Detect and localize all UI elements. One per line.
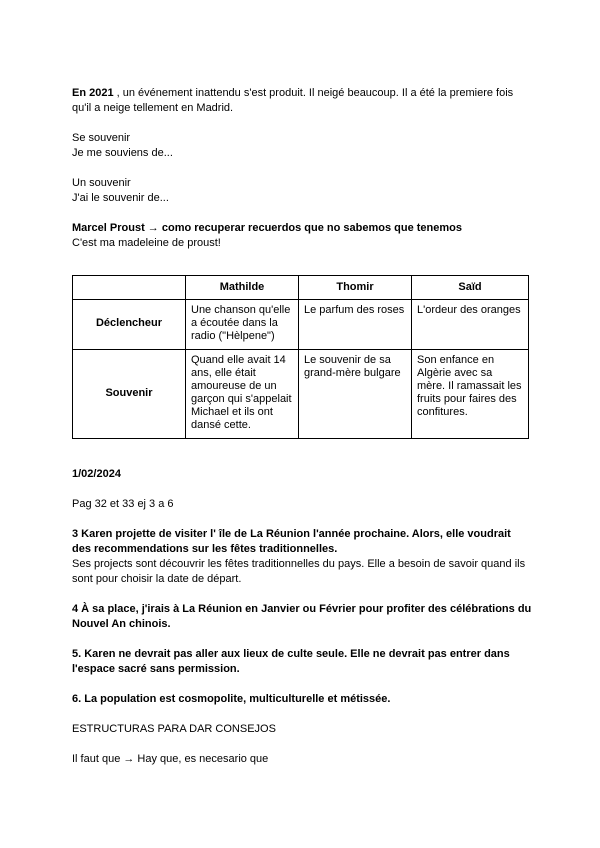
vocab-verb-example: Je me souviens de... [72,147,173,159]
intro-year: En 2021 [72,87,114,99]
session-pages: Pag 32 et 33 ej 3 a 6 [72,498,174,510]
exercise-5-answer: 5. Karen ne devrait pas aller aux lieux de culte seule. Elle ne devrait pas entrer dans l'espace sacré sans permission. [72,648,510,675]
memory-triggers-table [72,275,529,439]
table-row-label: Déclencheur [73,300,186,350]
vocab-noun-line: Un souvenir [72,177,131,189]
table-header-row [73,276,529,300]
table-cell: Son enfance en Algèrie avec sa mère. Il ramassait les fruits pour faires des confitures. [412,350,529,439]
table-row-label: Souvenir [73,350,186,439]
document-page [72,86,532,767]
table-header-thomir: Thomir [299,276,412,300]
exercise-3-question: 3 Karen projette de visiter l' île de La Réunion l'année prochaine. Alors, elle voudrait des recommendations sur les fêtes traditionnelles. [72,528,511,555]
table-row [73,300,529,350]
proust-line: C'est ma madeleine de proust! [72,237,221,249]
table-header-said: Saïd [412,276,529,300]
table-header-empty [73,276,186,300]
table-row [73,350,529,439]
intro-paragraph [72,86,532,116]
structures-heading: ESTRUCTURAS PARA DAR CONSEJOS [72,723,276,735]
vocab-verb-line: Se souvenir [72,132,131,144]
table-header-mathilde: Mathilde [186,276,299,300]
proust-heading: Marcel Proust → como recuperar recuerdos que no sabemos que tenemos [72,222,463,234]
vocab-noun-example: J'ai le souvenir de... [72,192,169,204]
table-cell: Le parfum des roses [299,300,412,350]
session-date: 1/02/2024 [72,468,121,480]
exercise-3-answer: Ses projects sont découvrir les fêtes traditionnelles du pays. Elle a besoin de savoir quand ils sont pour choisir la date de départ. [72,558,526,585]
intro-sentence: , un événement inattendu s'est produit. Il neigé beaucoup. Il a été la premiere fois qu'il a neige tellement en Madrid. [72,87,514,114]
structures-line: Il faut que → Hay que, es necesario que [72,753,269,765]
table-cell: Quand elle avait 14 ans, elle était amoureuse de un garçon qui s'appelait Michael et ils ont dansé cette. [186,350,299,439]
table-cell: L'ordeur des oranges [412,300,529,350]
exercise-4-answer: 4 À sa place, j'irais à La Réunion en Janvier ou Février pour profiter des célébrations du Nouvel An chinois. [72,603,532,630]
table-cell: Une chanson qu'elle a écoutée dans la radio ("Hèlpene") [186,300,299,350]
exercise-6-answer: 6. La population est cosmopolite, multiculturelle et métissée. [72,693,391,705]
table-cell: Le souvenir de sa grand-mère bulgare [299,350,412,439]
